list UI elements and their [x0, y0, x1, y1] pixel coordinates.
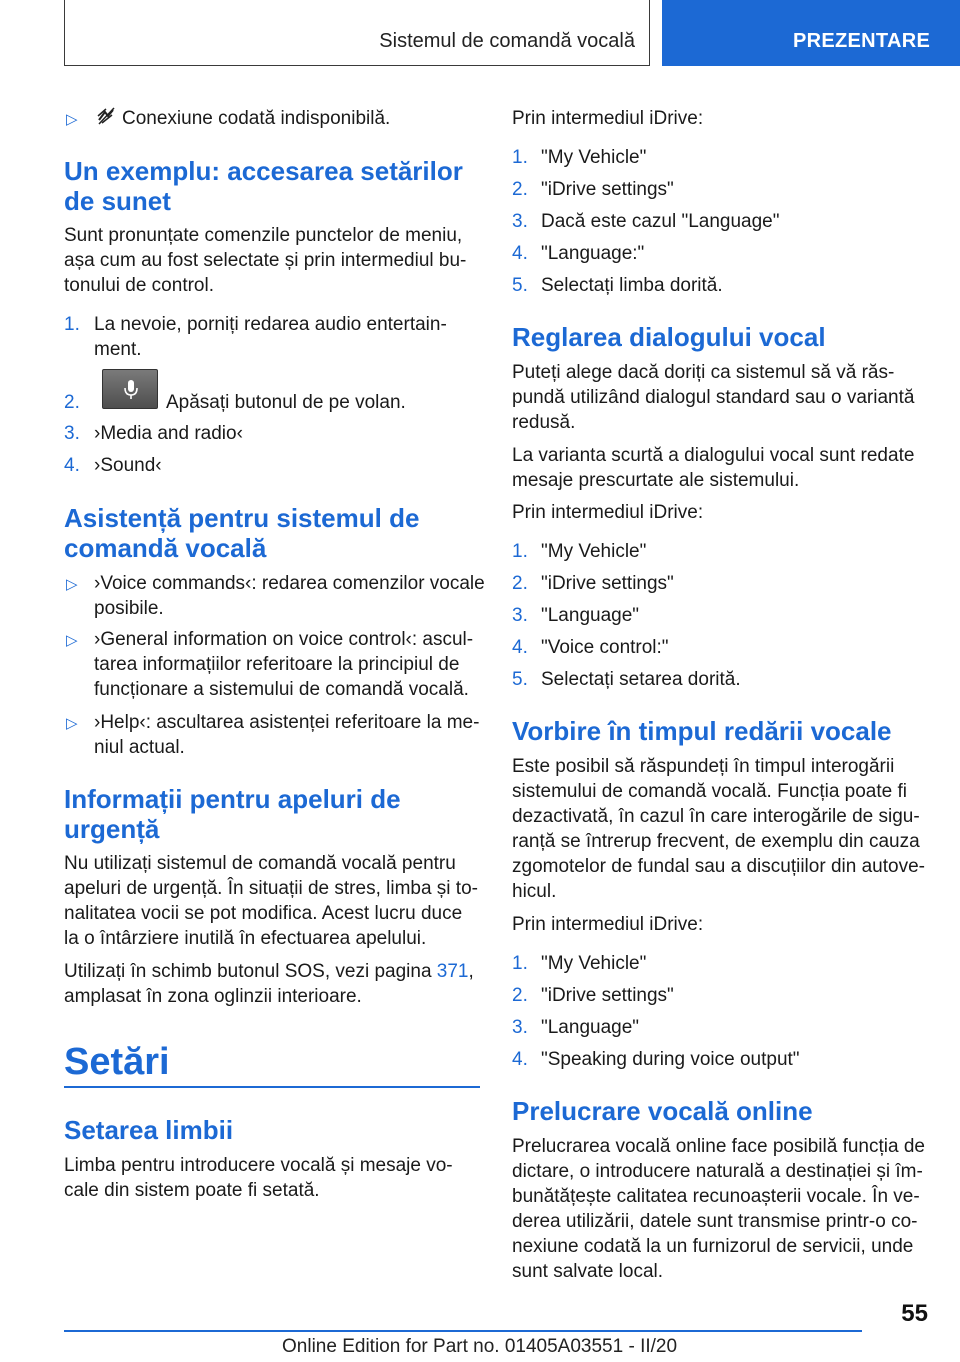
footer-divider — [64, 1330, 862, 1332]
list-item-text: posibile. — [94, 598, 164, 619]
list-item-text: ›Voice commands‹: redarea comenzilor vocale — [94, 573, 485, 594]
paragraph-line: Prelucrarea vocală online face posibilă funcția de — [512, 1136, 925, 1157]
step-text: "My Vehicle" — [541, 953, 647, 974]
step-text: La nevoie, porniți redarea audio entertain- — [94, 314, 447, 335]
paragraph-line: așa cum au fost selectate și prin intermediul bu- — [64, 250, 467, 271]
heading-assist-line2: comandă vocală — [64, 533, 267, 563]
step-number: 2. — [512, 985, 528, 1006]
step-text: "iDrive settings" — [541, 179, 674, 200]
step-number: 3. — [64, 423, 80, 444]
step-text: Dacă este cazul "Language" — [541, 211, 780, 232]
paragraph-line: nalitatea vocii se pot modifica. Acest lucru duce — [64, 903, 463, 924]
paragraph-line: la o întârziere inutilă în efectuarea apelului. — [64, 928, 427, 949]
heading-online: Prelucrare vocală online — [512, 1096, 813, 1126]
step-text: "iDrive settings" — [541, 573, 674, 594]
step-text: "Voice control:" — [541, 637, 669, 658]
paragraph-line: Nu utilizați sistemul de comandă vocală pentru — [64, 853, 456, 874]
step-number: 3. — [512, 1017, 528, 1038]
page-number: 55 — [901, 1300, 928, 1327]
footer-edition: Online Edition for Part no. 01405A03551 - II/20 — [282, 1336, 678, 1357]
page-reference-link[interactable]: 371 — [436, 961, 469, 982]
list-item-text: tarea informațiilor referitoare la principiul de — [94, 654, 460, 675]
header-section-box — [64, 0, 650, 66]
step-number: 4. — [512, 1049, 528, 1070]
heading-example-line1: Un exemplu: accesarea setărilor — [64, 156, 463, 186]
list-item-text: funcționare a sistemului de comandă vocală. — [94, 679, 469, 700]
step-text: "Language:" — [541, 243, 645, 264]
header-chapter-label: PREZENTARE — [793, 30, 931, 52]
heading-language: Setarea limbii — [64, 1115, 234, 1145]
paragraph-line: apeluri de urgență. În situații de stres, limba și to- — [64, 878, 478, 899]
step-number: 1. — [512, 953, 528, 974]
sos-comma: , — [468, 961, 474, 982]
header-chapter-tab[interactable] — [662, 0, 960, 66]
paragraph-line: tonului de control. — [64, 275, 214, 296]
heading-emergency-line2: urgență — [64, 814, 160, 844]
step-text: "Language" — [541, 1017, 640, 1038]
paragraph-line: bunătățește calitatea recunoașterii vocale. În ve- — [512, 1186, 920, 1207]
step-number: 4. — [512, 637, 528, 658]
step-number: 3. — [512, 605, 528, 626]
paragraph-line: Limba pentru introducere vocală și mesaje vo- — [64, 1155, 453, 1176]
paragraph-sos — [64, 959, 474, 984]
step-number: 4. — [64, 455, 80, 476]
step-number: 4. — [512, 243, 528, 264]
paragraph-line: hicul. — [512, 881, 557, 902]
paragraph-line: redusă. — [512, 412, 576, 433]
heading-assist-line1: Asistență pentru sistemul de — [64, 503, 420, 533]
step-number: 1. — [64, 314, 80, 335]
step-text: "Speaking during voice output" — [541, 1049, 800, 1070]
paragraph-line: Este posibil să răspundeți în timpul interogării — [512, 756, 895, 777]
paragraph-line: pundă utilizând dialogul standard sau o variantă — [512, 387, 915, 408]
step-text: "iDrive settings" — [541, 985, 674, 1006]
paragraph-line: derea utilizării, datele sunt transmise printr-o co- — [512, 1211, 918, 1232]
paragraph-line: ranță se întrerup frecvent, de exemplu din cauza — [512, 831, 920, 852]
paragraph-line: sistemului de comandă vocală. Funcția poate fi — [512, 781, 907, 802]
step-number: 2. — [512, 179, 528, 200]
paragraph-line: zgomotelor de fundal sau a discuțiilor din autove- — [512, 856, 925, 877]
paragraph-line: dezactivată, în cazul în care interogările de sigu- — [512, 806, 920, 827]
triangle-right-icon: ▷ — [66, 632, 78, 649]
list-item-text: ›General information on voice control‹: ascul- — [94, 629, 474, 650]
bullet-offline-text: Conexiune codată indisponibilă. — [122, 108, 391, 129]
step-text: ment. — [94, 339, 142, 360]
step-text: ›Sound‹ — [94, 455, 162, 476]
triangle-right-icon: ▷ — [66, 111, 78, 128]
paragraph-line: Puteți alege dacă doriți ca sistemul să vă răs- — [512, 362, 895, 383]
paragraph-line: sunt salvate local. — [512, 1261, 664, 1282]
step-number: 5. — [512, 669, 528, 690]
paragraph-line: Sunt pronunțate comenzile punctelor de meniu, — [64, 225, 463, 246]
step-number: 3. — [512, 211, 528, 232]
step-text: "My Vehicle" — [541, 541, 647, 562]
via-idrive-label: Prin intermediul iDrive: — [512, 914, 704, 935]
step-number: 2. — [64, 392, 80, 413]
paragraph-line: amplasat în zona oglinzii interioare. — [64, 986, 362, 1007]
step-number: 1. — [512, 147, 528, 168]
list-item-text: ›Help‹: ascultarea asistenței referitoare la me- — [94, 712, 480, 733]
step-number: 5. — [512, 275, 528, 296]
heading-dialog: Reglarea dialogului vocal — [512, 322, 826, 352]
connection-unavailable-icon — [96, 106, 116, 131]
paragraph-line: nexiune codată la un furnizorul de servicii, unde — [512, 1236, 914, 1257]
step-text: "My Vehicle" — [541, 147, 647, 168]
paragraph-line: mesaje prescurtate ale sistemului. — [512, 470, 800, 491]
microphone-icon — [123, 379, 139, 401]
step-text: ›Media and radio‹ — [94, 423, 243, 444]
via-idrive-label: Prin intermediul iDrive: — [512, 502, 704, 523]
step-text: Selectați setarea dorită. — [541, 669, 741, 690]
step-text: Selectați limba dorită. — [541, 275, 723, 296]
triangle-right-icon: ▷ — [66, 715, 78, 732]
triangle-right-icon: ▷ — [66, 576, 78, 593]
paragraph-line: cale din sistem poate fi setată. — [64, 1180, 320, 1201]
step-number: 1. — [512, 541, 528, 562]
step-number: 2. — [512, 573, 528, 594]
paragraph-line: dictare, o introducere naturală a destinației și îm- — [512, 1161, 923, 1182]
list-item-text: niul actual. — [94, 737, 185, 758]
heading-settings: Setări — [64, 1041, 170, 1083]
sos-text: Utilizați în schimb butonul SOS, vezi pagina — [64, 961, 437, 982]
header-section-title: Sistemul de comandă vocală — [379, 30, 635, 52]
voice-control-button-image — [102, 369, 158, 409]
via-idrive-label: Prin intermediul iDrive: — [512, 108, 704, 129]
section-divider — [64, 1086, 480, 1088]
heading-speaking: Vorbire în timpul redării vocale — [512, 716, 892, 746]
step-text: "Language" — [541, 605, 640, 626]
heading-example-line2: de sunet — [64, 186, 171, 216]
paragraph-line: La varianta scurtă a dialogului vocal sunt redate — [512, 445, 915, 466]
step-text: Apăsați butonul de pe volan. — [166, 392, 406, 413]
heading-emergency-line1: Informații pentru apeluri de — [64, 784, 401, 814]
